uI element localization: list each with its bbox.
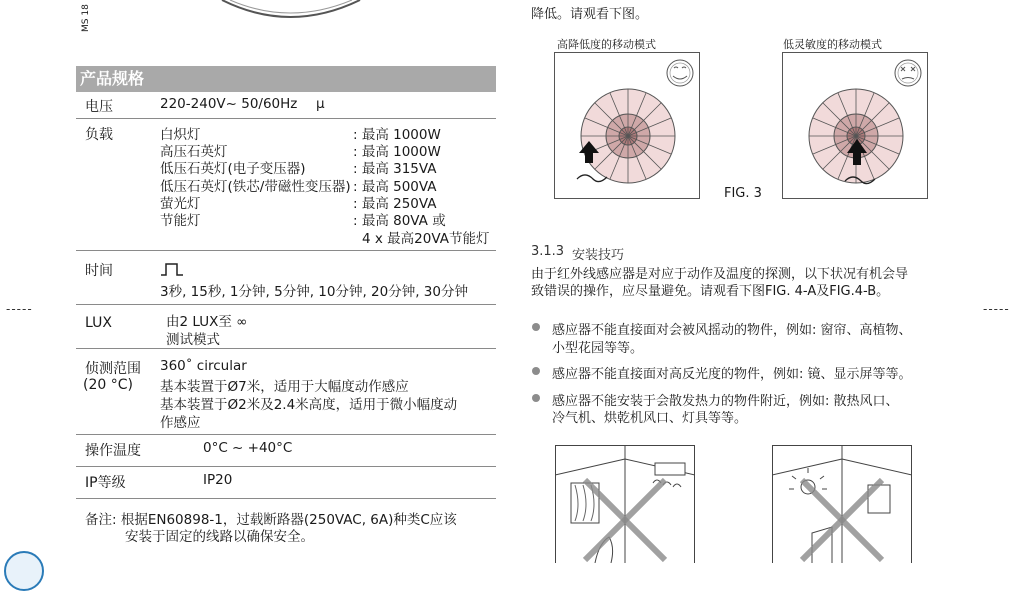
optemp-label: 操作温度 <box>85 443 141 459</box>
load-value-0: : 最高 1000W <box>353 127 441 143</box>
fig3-right-title: 低灵敏度的移动模式 <box>783 38 882 51</box>
divider <box>76 118 496 119</box>
spec-section-title: 产品规格 <box>76 66 496 92</box>
ip-label: IP等级 <box>85 475 126 491</box>
ip-value: IP20 <box>203 472 233 488</box>
bullet-0-line-1: 小型花园等等。 <box>552 341 644 356</box>
divider <box>76 304 496 305</box>
load-value-5: : 最高 80VA 或 <box>353 213 446 229</box>
fig4a-illustration <box>555 445 695 563</box>
cut-mark-right: ----- <box>983 302 1010 316</box>
fig3-left-title: 高降低度的移动模式 <box>557 38 656 51</box>
range-line-2: 基本装置于Ø2米及2.4米高度，适用于微小幅度动 <box>160 397 458 413</box>
bullet-2-line-1: 冷气机、烘乾机风口、灯具等等。 <box>552 411 748 426</box>
divider <box>76 466 496 467</box>
load-label: 负载 <box>85 127 113 143</box>
optemp-value: 0°C ~ +40°C <box>203 440 293 456</box>
bullet-dot <box>532 367 540 375</box>
bullet-0-line-0: 感应器不能直接面对会被风摇动的物件，例如: 窗帘、高植物、 <box>552 323 912 338</box>
fig4b-illustration <box>772 445 912 563</box>
cut-mark-left: ----- <box>6 302 33 316</box>
load-name-3: 低压石英灯(铁芯/带磁性变压器) <box>160 179 351 195</box>
smiley-icon <box>667 60 693 86</box>
voltage-label: 电压 <box>85 99 113 115</box>
lux-range: 由2 LUX至 ∞ <box>166 314 248 330</box>
divider <box>76 250 496 251</box>
section-number: 3.1.3 <box>531 244 565 259</box>
fig3-left-box <box>554 52 700 199</box>
time-label: 时间 <box>85 263 113 279</box>
load-name-1: 高压石英灯 <box>160 144 228 160</box>
intro-line-1: 致错误的操作，应尽量避免。请观看下图FIG. 4-A及FIG.4-B。 <box>531 284 890 299</box>
note-line-1: 备注: 根据EN60898-1，过载断路器(250VAC, 6A)种类C应该 <box>85 512 457 528</box>
load-name-2: 低压石英灯(电子变压器) <box>160 161 306 177</box>
lux-test-mode: 测试模式 <box>166 332 220 348</box>
load-value-2: : 最高 315VA <box>353 161 437 177</box>
bullet-2-line-0: 感应器不能安装于会散发热力的物件附近，例如: 散热风口、 <box>552 394 899 409</box>
range-line-1: 基本装置于Ø7米，适用于大幅度动作感应 <box>160 379 409 395</box>
logo-partial <box>4 551 44 591</box>
load-name-4: 萤光灯 <box>160 196 201 212</box>
detection-wheel-high <box>577 89 675 183</box>
bullet-1-line-0: 感应器不能直接面对高反光度的物件，例如: 镜、显示屏等等。 <box>552 367 912 382</box>
load-value-1: : 最高 1000W <box>353 144 441 160</box>
dizzy-face-icon <box>895 60 921 86</box>
load-value-4: : 最高 250VA <box>353 196 437 212</box>
fig3-caption: FIG. 3 <box>724 186 762 201</box>
device-illustration-top <box>220 0 370 22</box>
range-line-3: 作感应 <box>160 415 201 431</box>
sidebar-code: MS 18 <box>81 4 91 32</box>
voltage-symbol: μ <box>316 96 325 112</box>
load-name-5: 节能灯 <box>160 213 201 229</box>
bullet-dot <box>532 323 540 331</box>
lux-label: LUX <box>85 315 112 331</box>
divider <box>76 434 496 435</box>
load-name-0: 白炽灯 <box>160 127 201 143</box>
divider <box>76 348 496 349</box>
load-extra: 4 x 最高20VA节能灯 <box>362 231 490 247</box>
section-title: 安装技巧 <box>572 248 625 263</box>
detection-wheel-low <box>809 89 903 184</box>
voltage-value: 220-240V~ 50/60Hz <box>160 96 298 112</box>
range-label: 侦测范围 <box>85 361 141 377</box>
time-value: 3秒, 15秒, 1分钟, 5分钟, 10分钟, 20分钟, 30分钟 <box>160 284 468 300</box>
right-top-line: 降低。请观看下图。 <box>531 7 649 22</box>
range-temp-label: (20 °C) <box>83 377 133 393</box>
note-line-2: 安装于固定的线路以确保安全。 <box>125 529 314 545</box>
intro-line-0: 由于红外线感应器是对应于动作及温度的探测，以下状况有机会导 <box>531 267 909 282</box>
divider <box>76 498 496 499</box>
fig3-right-box <box>782 52 928 199</box>
load-value-3: : 最高 500VA <box>353 179 437 195</box>
range-line-0: 360˚ circular <box>160 358 247 374</box>
bullet-dot <box>532 394 540 402</box>
pulse-icon <box>160 262 184 276</box>
